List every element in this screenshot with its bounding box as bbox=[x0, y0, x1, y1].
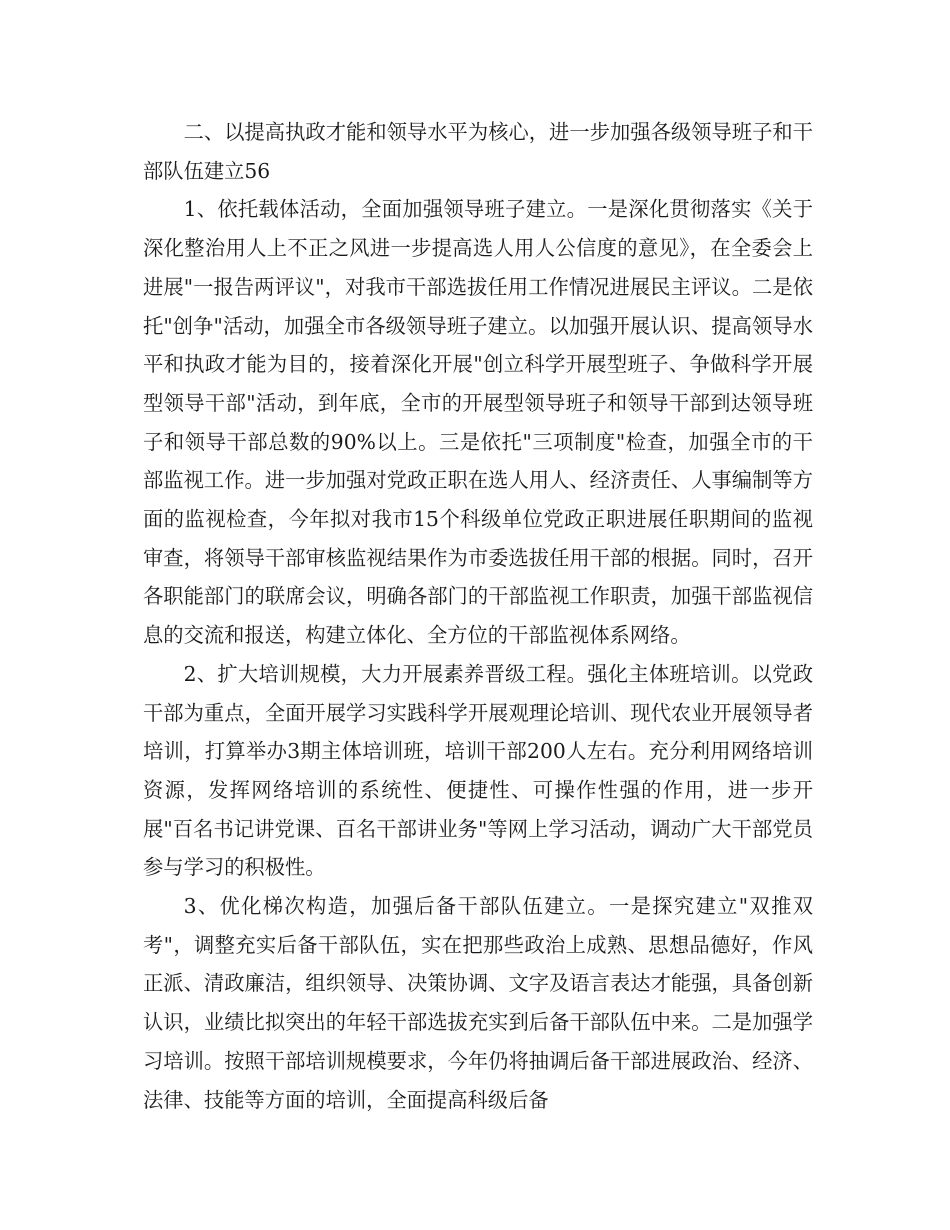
paragraph-leadership-building: 1、依托载体活动，全面加强领导班子建立。一是深化贯彻落实《关于深化整治用人上不正之风进一步提高选人用人公信度的意见》，在全委会上进展"一报告两评议"，对我市干部选拔任用工作情况进展民主评议。二是依托"创争"活动，加强全市各级领导班子建立。以加强开展认识、提高领导水平和执政才能为目的，接着深化开展"创立科学开展型班子、争做科学开展型领导干部"活动，到年底，全市的开展型领导班子和领导干部到达领导班子和领导干部总数的90%以上。三是依托"三项制度"检查，加强全市的干部监视工作。进一步加强对党政正职在选人用人、经济责任、人事编制等方面的监视检查，今年拟对我市15个科级单位党政正职进展任职期间的监视审查，将领导干部审核监视结果作为市委选拔任用干部的根据。同时，召开各职能部门的联席会议，明确各部门的干部监视工作职责，加强干部监视信息的交流和报送，构建立体化、全方位的干部监视体系网络。 bbox=[143, 197, 813, 648]
document-body bbox=[143, 113, 813, 1119]
section-heading: 二、以提高执政才能和领导水平为核心，进一步加强各级领导班子和干部队伍建立56 bbox=[143, 120, 813, 183]
paragraph-reserve-cadres: 3、优化梯次构造，加强后备干部队伍建立。一是探究建立"双推双考"，调整充实后备干部队伍，实在把那些政治上成熟、思想品德好，作风正派、清政廉洁，组织领导、决策协调、文字及语言表达才能强，具备创新认识，业绩比拟突出的年轻干部选拔充实到后备干部队伍中来。二是加强学习培训。按照干部培训规模要求，今年仍将抽调后备干部进展政治、经济、法律、技能等方面的培训，全面提高科级后备 bbox=[143, 894, 813, 1112]
paragraph-training-scale: 2、扩大培训规模，大力开展素养晋级工程。强化主体班培训。以党政干部为重点，全面开展学习实践科学开展观理论培训、现代农业开展领导者培训，打算举办3期主体培训班，培训干部200人左右。充分利用网络培训资源，发挥网络培训的系统性、便捷性、可操作性强的作用，进一步开展"百名书记讲党课、百名干部讲业务"等网上学习活动，调动广大干部党员参与学习的积极性。 bbox=[143, 661, 813, 880]
